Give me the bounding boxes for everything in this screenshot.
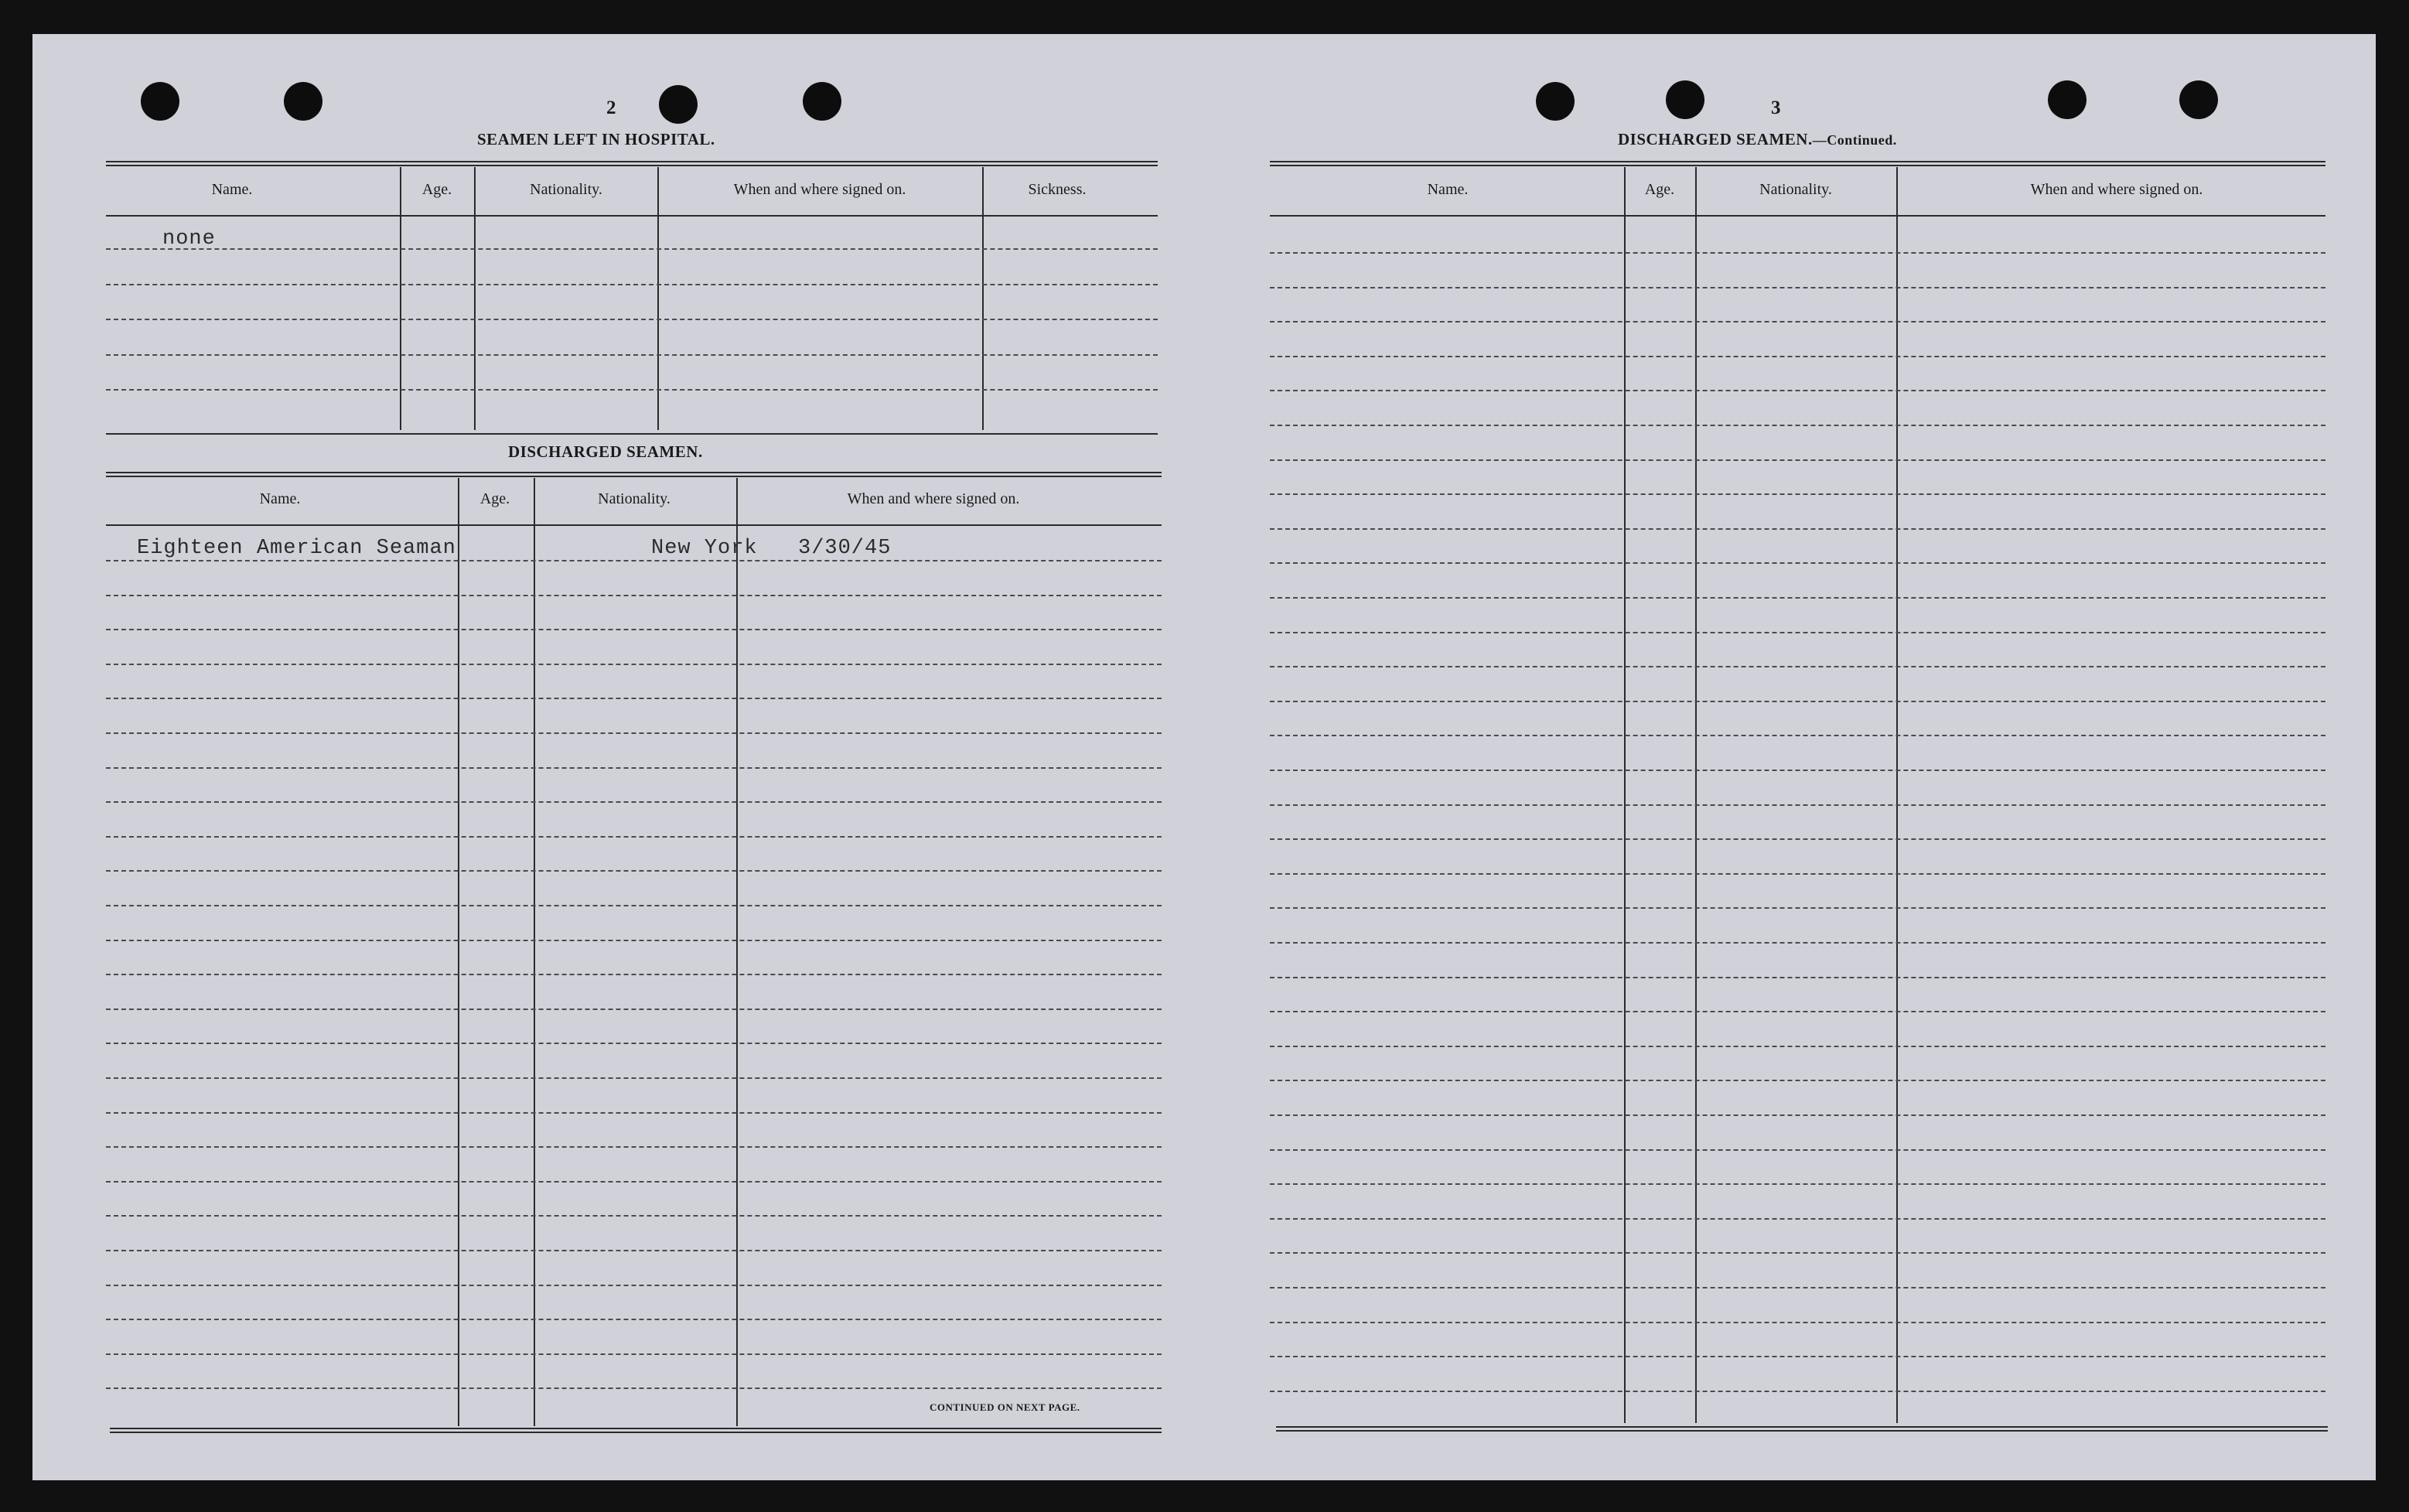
ruled-line bbox=[1270, 562, 2325, 564]
ruled-line bbox=[1270, 701, 2325, 702]
column-header: Age. bbox=[1644, 181, 1675, 198]
ruled-line bbox=[1270, 356, 2325, 357]
ruled-line bbox=[1270, 1149, 2325, 1151]
ruled-line bbox=[1270, 1046, 2325, 1047]
discharged-entry-date: 3/30/45 bbox=[798, 537, 892, 560]
ruled-line bbox=[1270, 597, 2325, 599]
ruled-line bbox=[1270, 977, 2325, 978]
title-suffix: —Continued. bbox=[1812, 132, 1897, 148]
continued-note: CONTINUED ON NEXT PAGE. bbox=[930, 1401, 1080, 1413]
ruled-line bbox=[1270, 1322, 2325, 1323]
ruled-line bbox=[1270, 1391, 2325, 1392]
ruled-line bbox=[1270, 1252, 2325, 1254]
column-header: Age. bbox=[479, 490, 510, 507]
hospital-entry: none bbox=[162, 227, 216, 251]
discharged-continued-title bbox=[1618, 130, 1897, 149]
ruled-line bbox=[1270, 459, 2325, 461]
column-header: When and where signed on. bbox=[847, 490, 1020, 507]
ruled-line bbox=[1270, 907, 2325, 909]
ruled-line bbox=[1270, 321, 2325, 323]
page-number: 2 bbox=[606, 97, 616, 118]
discharged-entry-place: New York bbox=[651, 537, 758, 560]
discharged-entry-name: Eighteen American Seaman bbox=[137, 537, 456, 560]
ruled-line bbox=[1270, 804, 2325, 806]
ruled-line bbox=[1270, 287, 2325, 288]
right-bottom-rule bbox=[1276, 1426, 2328, 1432]
ruled-line bbox=[1270, 770, 2325, 771]
ruled-line bbox=[1270, 1287, 2325, 1288]
column-header: Name. bbox=[1427, 181, 1469, 198]
ruled-line bbox=[1270, 735, 2325, 736]
right-page bbox=[32, 34, 2376, 1480]
ruled-line bbox=[1270, 942, 2325, 944]
column-header: When and where signed on. bbox=[2030, 181, 2203, 198]
column-header: Sickness. bbox=[1028, 181, 1087, 198]
ruled-line bbox=[1270, 1114, 2325, 1116]
ruled-line bbox=[1270, 528, 2325, 530]
ruled-line bbox=[1270, 390, 2325, 391]
page-number: 3 bbox=[1771, 97, 1781, 118]
title-text: DISCHARGED SEAMEN. bbox=[1618, 130, 1813, 148]
ruled-line bbox=[1270, 1080, 2325, 1081]
column-header: Nationality. bbox=[1759, 181, 1832, 198]
column-header: Nationality. bbox=[598, 490, 670, 507]
column-header: Nationality. bbox=[530, 181, 602, 198]
ruled-line bbox=[1270, 873, 2325, 875]
table-top-rule bbox=[1270, 161, 2325, 166]
ruled-line bbox=[1270, 1183, 2325, 1185]
hospital-section-title: SEAMEN LEFT IN HOSPITAL. bbox=[477, 130, 715, 148]
ruled-line bbox=[1270, 493, 2325, 495]
column-header: Age. bbox=[421, 181, 452, 198]
column-header: Name. bbox=[259, 490, 301, 507]
ruled-line bbox=[1270, 252, 2325, 254]
ruled-line bbox=[1270, 1356, 2325, 1357]
ruled-line bbox=[1270, 1218, 2325, 1220]
ruled-line bbox=[1270, 1011, 2325, 1012]
ruled-line bbox=[1270, 838, 2325, 840]
header-underline bbox=[1270, 215, 2325, 217]
column-header: Name. bbox=[211, 181, 253, 198]
discharged-section-title: DISCHARGED SEAMEN. bbox=[508, 442, 703, 461]
ruled-line bbox=[1270, 632, 2325, 633]
ruled-line bbox=[1270, 425, 2325, 426]
column-header: When and where signed on. bbox=[733, 181, 906, 198]
document-sheet bbox=[32, 34, 2376, 1480]
ruled-line bbox=[1270, 666, 2325, 667]
